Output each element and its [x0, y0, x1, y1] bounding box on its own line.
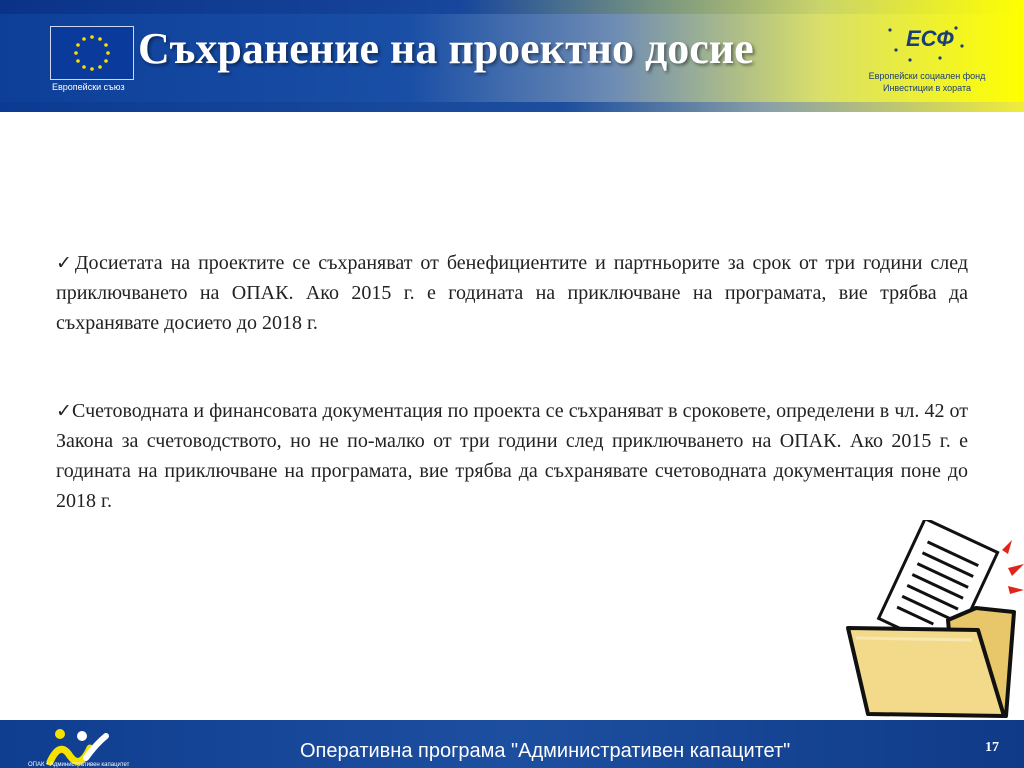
slide-content — [56, 248, 968, 574]
header-top-stripe — [0, 0, 1024, 14]
slide-footer — [0, 720, 1024, 768]
bullet-text-1: Досиетата на проектите се съхраняват от бенефициентите и партньорите за срок от три години след приключването на ОПАК. Ако 2015 г. е годината на приключване на програмата, вие трябва да съхранявате досието до 2018 г. — [56, 252, 969, 334]
bullet-item-1 — [56, 248, 968, 338]
footer-program-name: Оперативна програма "Административен капацитет" — [300, 740, 791, 762]
esf-caption-line2: Инвестиции в хората — [882, 83, 971, 93]
slide-header — [0, 0, 1024, 110]
bullet-text-2: Счетоводната и финансовата документация по проекта се съхраняват в сроковете, определени в чл. 42 от Закона за счетоводството, но не по-малко от три години след приключването на ОПАК. Ако 2015 г. е годината на приключване на програмата, вие трябва да съхранявате счетоводната документация поне до 2018 г. — [56, 400, 969, 512]
esf-caption-line1: Европейски социален фонд — [868, 71, 986, 81]
esf-logo-text: ЕСФ — [906, 26, 954, 51]
bullet-item-2 — [56, 396, 968, 516]
eu-caption: Европейски съюз — [52, 82, 125, 92]
header-bottom-stripe — [0, 102, 1024, 112]
slide-title: Съхранение на проектно досие — [138, 24, 754, 73]
page-number: 17 — [985, 740, 999, 755]
eu-flag-icon — [50, 26, 134, 80]
footer-logo-caption: ОПАК • Административен капацитет — [28, 762, 130, 768]
checkmark-icon: ✓ — [56, 252, 75, 274]
esf-caption — [852, 70, 1002, 94]
esf-logo-icon — [880, 20, 970, 68]
checkmark-icon: ✓ — [56, 400, 73, 422]
folder-document-illustration — [836, 520, 1024, 720]
